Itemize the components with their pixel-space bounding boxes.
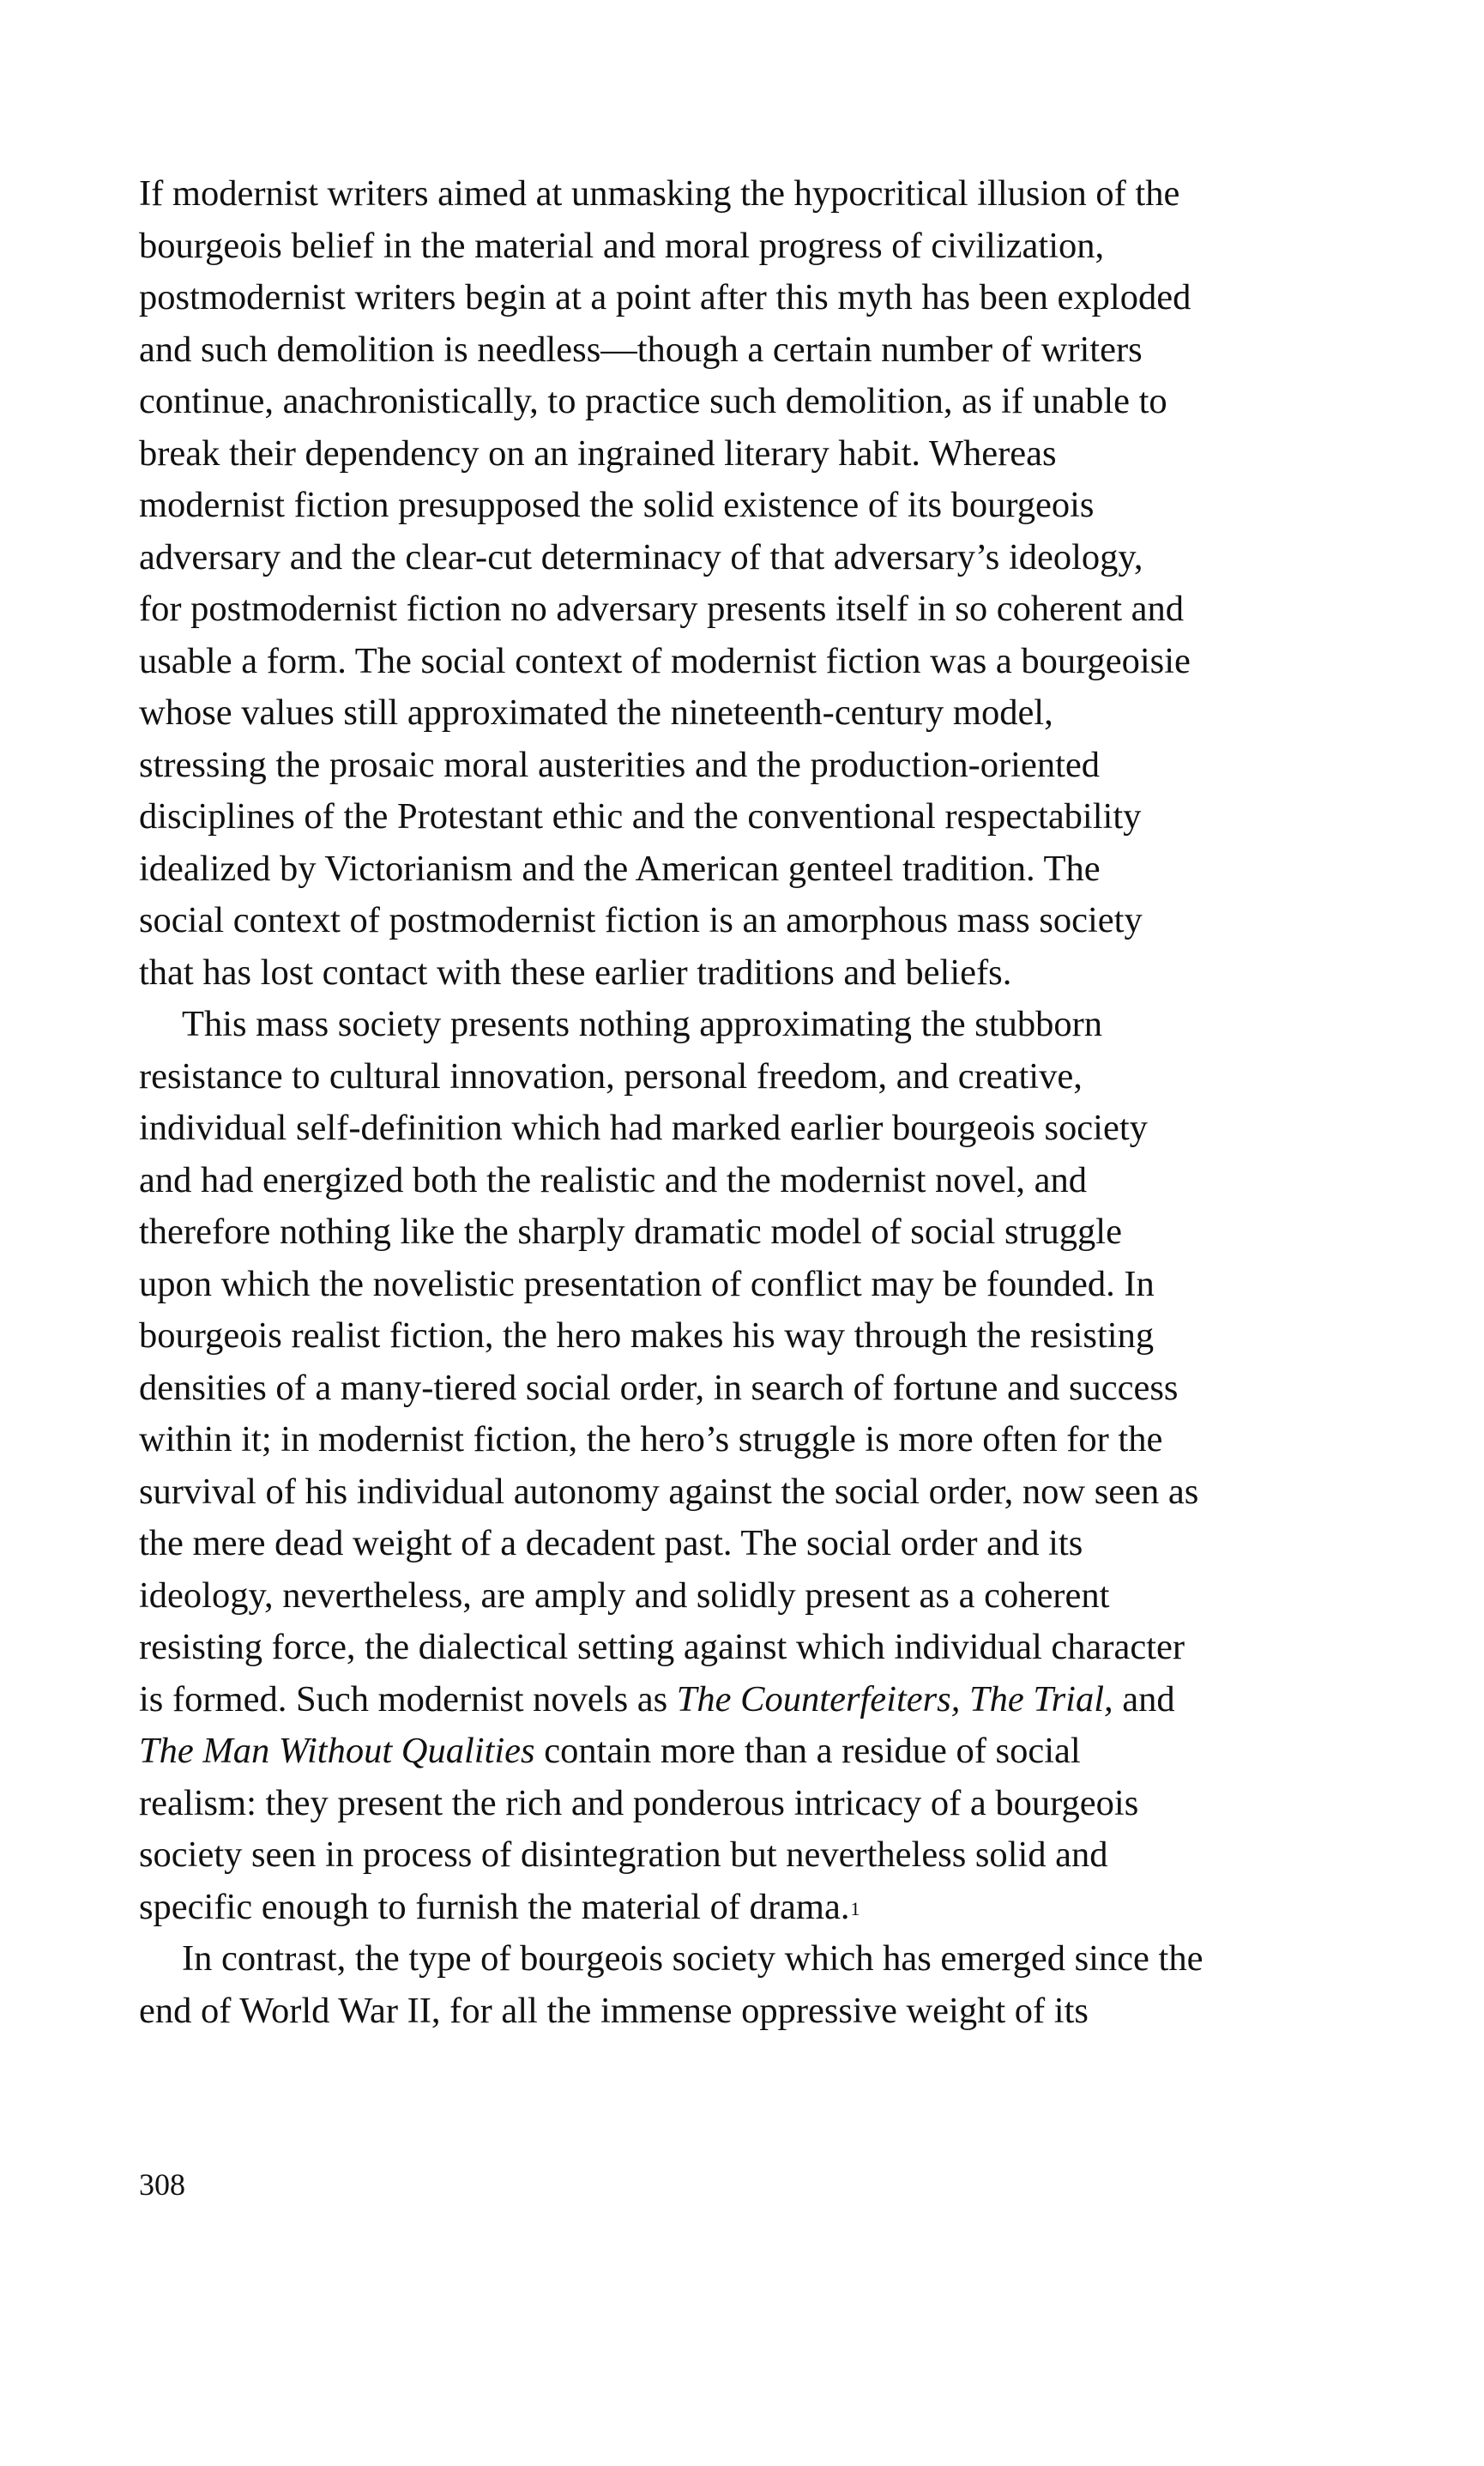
text-line [139, 1414, 1357, 1466]
text-segment: postmodernist writers begin at a point after this myth has been exploded [139, 277, 1191, 317]
text-line [139, 480, 1357, 532]
text-segment: idealized by Victorianism and the American genteel tradition. The [139, 848, 1101, 889]
text-segment: contain more than a residue of social [534, 1731, 1081, 1771]
text-segment: within it; in modernist fiction, the hero’s struggle is more often for the [139, 1419, 1163, 1460]
text-line [139, 895, 1357, 947]
text-segment: resistance to cultural innovation, personal freedom, and creative, [139, 1055, 1083, 1097]
text-line [139, 636, 1357, 688]
text-segment: This mass society presents nothing approximating the stubborn [182, 1004, 1102, 1044]
text-line [139, 1933, 1357, 1985]
text-segment: for postmodernist fiction no adversary presents itself in so coherent and [139, 589, 1185, 629]
text-line [139, 1985, 1357, 2038]
text-line [139, 324, 1357, 377]
text-segment: modernist fiction presupposed the solid existence of its bourgeois [139, 485, 1095, 525]
text-segment: adversary and the clear-cut determinacy of that adversary’s ideology, [139, 536, 1143, 577]
text-segment: social context of postmodernist fiction is an amorphous mass society [139, 900, 1143, 940]
text-segment: bourgeois belief in the material and moral progress of civilization, [139, 225, 1105, 266]
text-line [139, 1363, 1357, 1415]
italic-title: The Man Without Qualities [139, 1731, 535, 1771]
text-line [139, 1310, 1357, 1363]
body-text [139, 168, 1357, 2037]
text-line [139, 272, 1357, 324]
text-line [139, 221, 1357, 273]
text-line [139, 532, 1357, 584]
text-segment: whose values still approximated the nineteenth-century model, [139, 692, 1053, 733]
text-segment: and such demolition is needless—though a certain number of writers [139, 329, 1143, 370]
text-line [139, 376, 1357, 428]
footnote-marker: 1 [850, 1897, 860, 1919]
page-number: 308 [139, 2167, 185, 2202]
text-line [139, 1103, 1357, 1155]
text-segment: society seen in process of disintegration but nevertheless solid and [139, 1834, 1108, 1875]
text-segment: break their dependency on an ingrained literary habit. Whereas [139, 432, 1057, 474]
text-line [139, 947, 1357, 1000]
text-line [139, 1726, 1357, 1778]
text-segment: continue, anachronistically, to practice such demolition, as if unable to [139, 381, 1167, 421]
text-line [139, 843, 1357, 896]
text-line [139, 1051, 1357, 1103]
text-segment: specific enough to furnish the material of drama. [139, 1886, 850, 1927]
text-segment: that has lost contact with these earlier traditions and beliefs. [139, 952, 1012, 993]
text-segment: disciplines of the Protestant ethic and the conventional respectability [139, 796, 1142, 837]
text-segment: is formed. Such modernist novels as [139, 1678, 677, 1720]
text-line [139, 583, 1357, 636]
text-segment: In contrast, the type of bourgeois society which has emerged since the [182, 1938, 1203, 1979]
text-line [139, 1155, 1357, 1207]
text-line [139, 1570, 1357, 1623]
text-line [139, 1518, 1357, 1570]
text-line [139, 791, 1357, 843]
text-line [139, 740, 1357, 792]
text-line [139, 1622, 1357, 1674]
text-segment: densities of a many-tiered social order, in search of fortune and success [139, 1367, 1179, 1408]
text-segment: survival of his individual autonomy against the social order, now seen as [139, 1471, 1199, 1512]
text-segment: individual self-definition which had marked earlier bourgeois society [139, 1108, 1148, 1148]
text-segment: realism: they present the rich and ponderous intricacy of a bourgeois [139, 1782, 1139, 1823]
text-segment: therefore nothing like the sharply dramatic model of social struggle [139, 1212, 1122, 1252]
text-line [139, 1829, 1357, 1882]
text-line [139, 168, 1357, 221]
text-line [139, 428, 1357, 481]
text-line [139, 1206, 1357, 1259]
text-segment: If modernist writers aimed at unmasking the hypocritical illusion of the [139, 173, 1180, 214]
italic-title: The Counterfeiters, The Trial, [676, 1678, 1113, 1720]
text-line [139, 687, 1357, 740]
text-segment: resisting force, the dialectical setting against which individual character [139, 1627, 1185, 1667]
text-line [139, 1259, 1357, 1311]
text-line [139, 1466, 1357, 1519]
text-segment: usable a form. The social context of modernist fiction was a bourgeoisie [139, 640, 1191, 681]
text-segment: the mere dead weight of a decadent past. The social order and its [139, 1523, 1083, 1563]
text-segment: bourgeois realist fiction, the hero makes his way through the resisting [139, 1315, 1155, 1356]
text-line [139, 999, 1357, 1051]
text-segment: stressing the prosaic moral austerities and the production-oriented [139, 744, 1101, 785]
text-segment: upon which the novelistic presentation of conflict may be founded. In [139, 1263, 1155, 1304]
text-segment: and [1113, 1678, 1175, 1720]
text-segment: end of World War II, for all the immense oppressive weight of its [139, 1990, 1089, 2031]
text-line [139, 1674, 1357, 1726]
text-line [139, 1882, 1357, 1934]
text-line [139, 1778, 1357, 1830]
text-segment: and had energized both the realistic and the modernist novel, and [139, 1159, 1088, 1200]
text-segment: ideology, nevertheless, are amply and solidly present as a coherent [139, 1574, 1110, 1616]
